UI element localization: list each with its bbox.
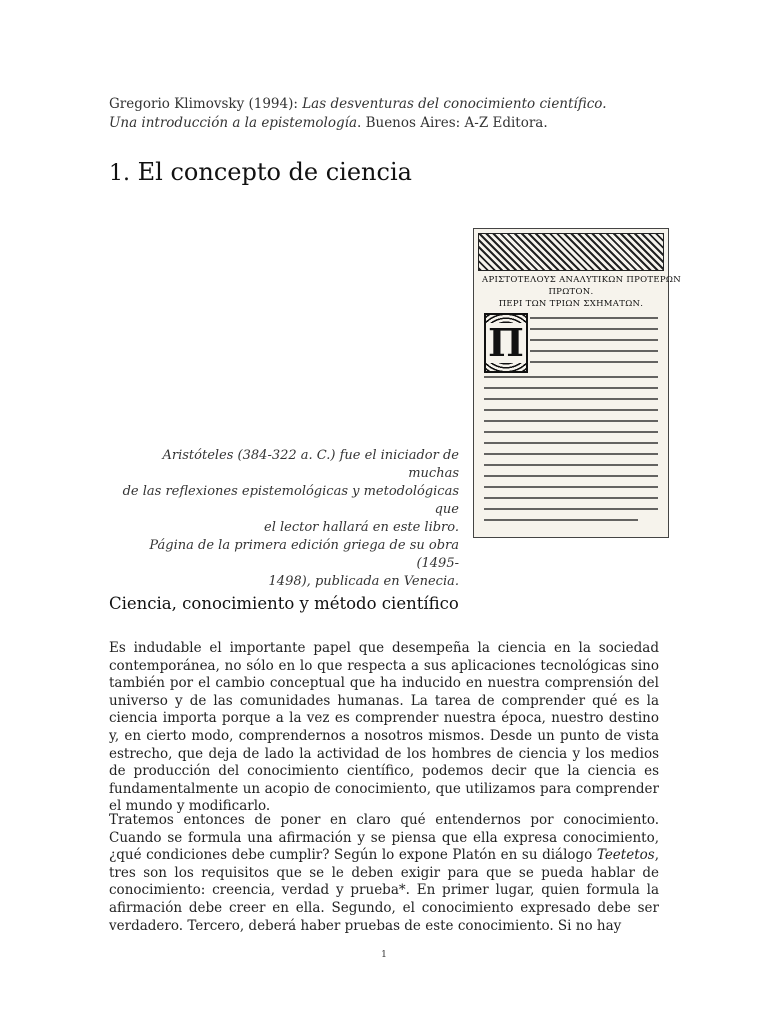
greek-text-line bbox=[484, 420, 658, 422]
section-heading: Ciencia, conocimiento y método científico bbox=[109, 594, 459, 613]
greek-text-line bbox=[484, 508, 658, 510]
page-number: 1 bbox=[381, 950, 387, 960]
greek-text-line bbox=[530, 361, 658, 363]
greek-text-line bbox=[484, 398, 658, 400]
chapter-number: 1. bbox=[109, 161, 130, 186]
bibliographic-citation bbox=[109, 95, 669, 133]
greek-title-line-2: ΠΡΩΤΟΝ. bbox=[548, 287, 594, 297]
greek-text-line bbox=[484, 464, 658, 466]
body-paragraph-2 bbox=[109, 812, 659, 935]
greek-text-line bbox=[484, 409, 658, 411]
caption-line: el lector hallará en este libro. bbox=[264, 520, 459, 535]
greek-text-line bbox=[484, 442, 658, 444]
greek-text-line bbox=[530, 350, 658, 352]
body-paragraph-1: Es indudable el importante papel que desempeña la ciencia en la sociedad contemporánea, no sólo en lo que respecta a sus aplicaciones tecnológicas sino también por el cambio conceptual que ha inducido en nuestra comprensión del universo y de las comunidades humanas. La tarea de comprender qué es la ciencia importa porque a la vez es comprender nuestra época, nuestro destino y, en cierto modo, comprendernos a nosotros mismos. Desde un punto de vista estrecho, que deja de lado la actividad de los hombres de ciencia y los medios de producción del conocimiento científico, podemos decir que la ciencia es fundamentalmente un acopio de conocimiento, que utilizamos para comprender el mundo y modificarlo. bbox=[109, 640, 659, 815]
greek-text-line bbox=[484, 387, 658, 389]
greek-text-line bbox=[484, 486, 658, 488]
greek-text-line bbox=[484, 431, 658, 433]
greek-text-line bbox=[484, 519, 638, 521]
caption-line: Aristóteles (384-322 a. C.) fue el iniciador de muchas bbox=[162, 448, 459, 481]
greek-text-line bbox=[484, 376, 658, 378]
greek-text-line bbox=[484, 475, 658, 477]
citation-title-line2: Una introducción a la epistemología bbox=[109, 115, 357, 131]
decorated-initial-letter: Π bbox=[488, 320, 524, 365]
aristotle-book-page-image bbox=[473, 228, 681, 538]
chapter-title bbox=[109, 158, 412, 186]
greek-text-line bbox=[530, 328, 658, 330]
citation-publisher: . Buenos Aires: A-Z Editora. bbox=[357, 115, 548, 131]
citation-title-line1: Las desventuras del conocimiento científico. bbox=[302, 96, 607, 112]
greek-title-line-3: ΠΕΡΙ ΤΩΝ ΤΡΙΩΝ ΣΧΗΜΑΤΩΝ. bbox=[498, 299, 644, 309]
decorated-initial bbox=[484, 313, 528, 373]
greek-title-line-1: ΑΡΙΣΤΟΤΕΛΟΥΣ ΑΝΑΛΥΤΙΚΩΝ ΠΡΟΤΕΡΩΝ bbox=[482, 275, 681, 285]
caption-line: de las reflexiones epistemológicas y metodológicas que bbox=[122, 484, 459, 517]
dialogue-title: Teetetos bbox=[596, 847, 655, 864]
citation-author-year: Gregorio Klimovsky (1994): bbox=[109, 96, 303, 112]
greek-text-line bbox=[484, 453, 658, 455]
paragraph-text: Tratemos entonces de poner en claro qué entendernos por conocimiento. Cuando se formula una afirmación y se piensa que ella expresa conocimiento, ¿qué condiciones debe cumplir? Según lo expone Platón en su diálogo bbox=[109, 812, 659, 864]
chapter-title-text: El concepto de ciencia bbox=[137, 158, 412, 186]
paragraph-text: , tres son los requisitos que se le deben exigir para que se pueda hablar de conocimiento: creencia, verdad y prueba*. En primer lugar, quien formula la afirmación debe creer en ella. Segundo, el conocimiento expresado debe ser verdadero. Tercero, deberá haber pruebas de este conocimiento. Si no hay bbox=[109, 847, 659, 934]
greek-text-line bbox=[484, 497, 658, 499]
ornamental-header-band bbox=[478, 233, 664, 271]
greek-text-line bbox=[530, 339, 658, 341]
greek-text-line bbox=[530, 317, 658, 319]
caption-line: Página de la primera edición griega de su obra (1495- bbox=[149, 538, 459, 571]
caption-line: 1498), publicada en Venecia. bbox=[268, 574, 459, 589]
figure-caption bbox=[109, 447, 459, 591]
